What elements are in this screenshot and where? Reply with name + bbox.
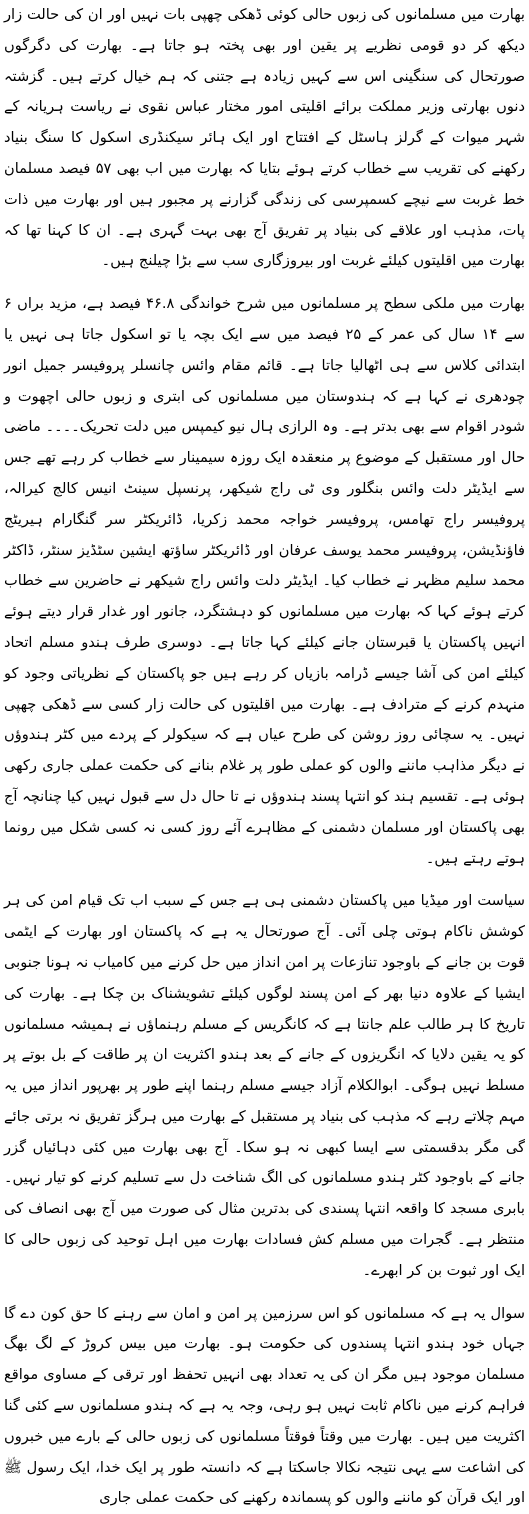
article-body (4, 0, 526, 1507)
article-paragraph-1: بھارت میں مسلمانوں کی زبوں حالی کوئی ڈھکی چھپی بات نہیں اور ان کی حالت زار دیکھ کر دو قومی نظریے پر یقین اور بھی پختہ ہو جاتا ہے۔ بھارت کی دگرگوں صورتحال کی سنگینی اس سے کہیں زیادہ ہے جتنی کہ ہم خیال کرتے ہیں۔ گزشتہ دنوں بھارتی وزیر مملکت برائے اقلیتی امور مختار عباس نقوی نے ریاست ہریانہ کے شہر میوات کے گرلز ہاسٹل کے افتتاح اور ایک ہائر سیکنڈری اسکول کا سنگ بنیاد رکھنے کی تقریب سے خطاب کرتے ہوئے بتایا کہ بھارت میں اب بھی ۵۷ فیصد مسلمان خط غربت سے نیچے کسمپرسی کی زندگی گزارنے پر مجبور ہیں اور بھارت میں ذات پات، مذہب اور علاقے کی بنیاد پر تفریق آج بھی بہت گہری ہے۔ ان کا کہنا تھا کہ بھارت میں اقلیتوں کیلئے غربت اور بیروزگاری سب سے بڑا چیلنج ہیں۔ (4, 6, 525, 270)
article-paragraph-3: سیاست اور میڈیا میں پاکستان دشمنی ہی ہے جس کے سبب اب تک قیام امن کی ہر کوشش ناکام ہوتی چلی آئی۔ آج صورتحال یہ ہے کہ پاکستان اور بھارت کے ایٹمی قوت بن جانے کے باوجود تنازعات پر امن انداز میں حل کرنے میں کامیاب نہ ہونا جنوبی ایشیا کے علاوہ دنیا بھر کے امن پسند لوگوں کیلئے تشویشناک بن چکا ہے۔ بھارت کی تاریخ کا ہر طالب علم جانتا ہے کہ کانگریس کے مسلم رہنماؤں نے ہمیشہ مسلمانوں کو یہ یقین دلایا کہ انگریزوں کے جانے کے بعد ہندو اکثریت ان پر طاقت کے بل بوتے پر مسلط نہیں ہوگی۔ ابوالکلام آزاد جیسے مسلم رہنما اپنے طور پر بھرپور انداز میں یہ مہم چلاتے رہے کہ مذہب کی بنیاد پر مستقبل کے بھارت میں ہرگز تفریق نہ برتی جائے گی مگر بدقسمتی سے ایسا کبھی نہ ہو سکا۔ آج بھی بھارت میں کئی دہائیاں گزر جانے کے باوجود کٹر ہندو مسلمانوں کی الگ شناخت دل سے تسلیم کرنے کو تیار نہیں۔ بابری مسجد کا واقعہ انتہا پسندی کی بدترین مثال کی صورت میں آج بھی انصاف کی منتظر ہے۔ گجرات میں مسلم کش فسادات بھارت میں اہل توحید کی زبوں حالی کا ایک اور ثبوت بن کر ابھرے۔ (4, 892, 525, 1279)
article-paragraph-4: سوال یہ ہے کہ مسلمانوں کو اس سرزمین پر امن و امان سے رہنے کا حق کون دے گا جہاں خود ہندو انتہا پسندوں کی حکومت ہو۔ بھارت میں بیس کروڑ کے لگ بھگ مسلمان موجود ہیں مگر ان کی یہ تعداد بھی انہیں تحفظ اور ترقی کے مساوی مواقع فراہم کرنے میں ناکام ثابت نہیں ہو رہی، وجہ یہ ہے کہ ہندو مسلمانوں سے کئی گنا اکثریت میں ہیں۔ بھارت میں وقتاً فوقتاً مسلمانوں کی زبوں حالی کے بارے میں خبروں کی اشاعت سے یہی نتیجہ نکالا جاسکتا ہے کہ دانستہ طور پر ایک خدا، ایک رسول ﷺ اور ایک قرآن کو ماننے والوں کو پسماندہ رکھنے کی حکمت عملی جاری (4, 1304, 525, 1507)
article-paragraph-2: بھارت میں ملکی سطح پر مسلمانوں میں شرح خواندگی ۴۶.۸ فیصد ہے، مزید براں ۶ سے ۱۴ سال کی عمر کے ۲۵ فیصد میں سے ایک بچہ یا تو اسکول جاتا ہی نہیں یا ابتدائی کلاس سے ہی اٹھالیا جاتا ہے۔ قائم مقام وائس چانسلر پروفیسر جمیل انور چودھری نے کہا ہے کہ ہندوستان میں مسلمانوں کی ابتری و زبوں حالی اچھوت و شودر اقوام سے بھی بدتر ہے۔ وہ الرازی ہال نیو کیمپس میں دلت تحریک۔۔۔۔ ماضی حال اور مستقبل کے موضوع پر منعقدہ ایک روزہ سیمینار سے خطاب کر رہے تھے جس سے ایڈیٹر دلت وائس بنگلور وی ٹی راج شیکھر، پرنسپل سینٹ انیس کالج کیرالہ، پروفیسر راج تھامس، پروفیسر خواجہ محمد زکریا، ڈائریکٹر سر گنگارام ہیریٹج فاؤنڈیشن، پروفیسر محمد یوسف عرفان اور ڈائریکٹر ساؤتھ ایشین سٹڈیز سنٹر، ڈاکٹر محمد سلیم مظہر نے خطاب کیا۔ ایڈیٹر دلت وائس راج شیکھر نے حاضرین سے خطاب کرتے ہوئے کہا کہ بھارت میں مسلمانوں کو دہشتگرد، جانور اور غدار قرار دیتے ہوئے انہیں پاکستان یا قبرستان جانے کیلئے کہا جاتا ہے۔ دوسری طرف ہندو مسلم اتحاد کیلئے امن کی آشا جیسے ڈرامہ بازیاں کر رہے ہیں جو پاکستان کے نظریاتی وجود کو منہدم کرنے کے مترادف ہے۔ بھارت میں اقلیتوں کی حالت زار کسی سے ڈھکی چھپی نہیں۔ یہ سچائی روز روشن کی طرح عیاں ہے کہ سیکولر کے پردے میں کٹر ہندوؤں نے دیگر مذاہب ماننے والوں کو عملی طور پر غلام بنانے کی حکمت عملی جاری رکھی ہوئی ہے۔ تقسیم ہند کو انتہا پسند ہندوؤں نے تا حال دل سے قبول نہیں کیا چنانچہ آج بھی پاکستان اور مسلمان دشمنی کے مظاہرے آئے روز کسی نہ کسی شکل میں رونما ہوتے رہتے ہیں۔ (4, 295, 526, 867)
